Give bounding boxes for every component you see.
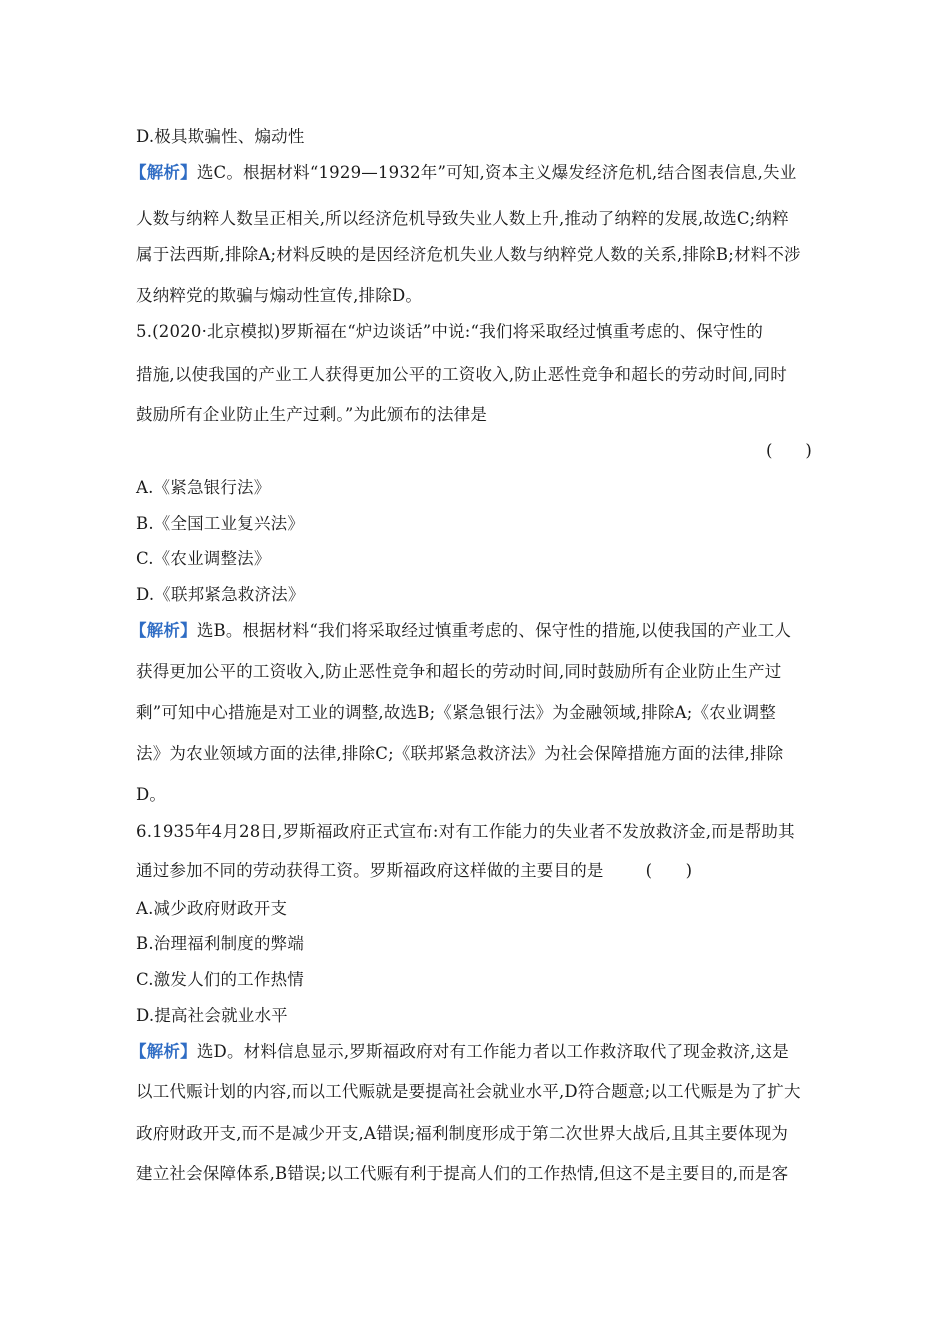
q5-stem-line-3: 鼓励所有企业防止生产过剩。”为此颁布的法律是 <box>136 405 488 424</box>
q4-analysis-line-3: 属于法西斯,排除A;材料反映的是因经济危机失业人数与纳粹党人数的关系,排除B;材料不涉 <box>136 245 801 264</box>
q5-answer-bracket: ( ) <box>766 441 812 460</box>
q6-stem-line-1: 6.1935年4月28日,罗斯福政府正式宣布:对有工作能力的失业者不发放救济金,而是帮助其 <box>136 822 795 841</box>
q5-analysis-line-4: 法》为农业领域方面的法律,排除C;《联邦紧急救济法》为社会保障措施方面的法律,排除 <box>136 744 784 763</box>
q5-analysis-line-5: D。 <box>136 785 167 804</box>
q4-analysis-line-2: 人数与纳粹人数呈正相关,所以经济危机导致失业人数上升,推动了纳粹的发展,故选C;纳粹 <box>136 209 789 228</box>
q6-stem-line-2 <box>136 861 816 881</box>
q4-option-d: D.极具欺骗性、煽动性 <box>136 127 305 146</box>
q6-option-d: D.提高社会就业水平 <box>136 1006 288 1025</box>
q5-option-c: C.《农业调整法》 <box>136 549 271 568</box>
q5-option-b: B.《全国工业复兴法》 <box>136 514 305 533</box>
q5-stem-line-2: 措施,以使我国的产业工人获得更加公平的工资收入,防止恶性竞争和超长的劳动时间,同时 <box>136 365 787 384</box>
analysis-tag: 【解析】 <box>130 1042 197 1061</box>
analysis-tag: 【解析】 <box>130 621 197 640</box>
q4-analysis-line-4: 及纳粹党的欺骗与煽动性宣传,排除D。 <box>136 286 423 305</box>
analysis-text: 选C。根据材料“1929—1932年”可知,资本主义爆发经济危机,结合图表信息,失业 <box>196 163 797 182</box>
q6-stem-text: 通过参加不同的劳动获得工资。罗斯福政府这样做的主要目的是 <box>136 861 604 880</box>
q6-option-c: C.激发人们的工作热情 <box>136 970 304 989</box>
analysis-text: 选D。材料信息显示,罗斯福政府对有工作能力者以工作救济取代了现金救济,这是 <box>196 1042 789 1061</box>
q6-analysis-line-2: 以工代赈计划的内容,而以工代赈就是要提高社会就业水平,D符合题意;以工代赈是为了扩大 <box>136 1082 801 1101</box>
q6-analysis-line-4: 建立社会保障体系,B错误;以工代赈有利于提高人们的工作热情,但这不是主要目的,而是客 <box>136 1164 789 1183</box>
analysis-tag: 【解析】 <box>130 163 197 182</box>
q5-stem-line-1: 5.(2020·北京模拟)罗斯福在“炉边谈话”中说:“我们将采取经过慎重考虑的、保守性的 <box>136 322 764 341</box>
q5-analysis-line-3: 剩”可知中心措施是对工业的调整,故选B;《紧急银行法》为金融领域,排除A;《农业调整 <box>136 703 776 722</box>
q6-option-b: B.治理福利制度的弊端 <box>136 934 305 953</box>
q4-analysis-line-1 <box>130 163 816 183</box>
q5-analysis-line-2: 获得更加公平的工资收入,防止恶性竞争和超长的劳动时间,同时鼓励所有企业防止生产过 <box>136 662 782 681</box>
q6-option-a: A.减少政府财政开支 <box>136 899 288 918</box>
q6-analysis-line-3: 政府财政开支,而不是减少开支,A错误;福利制度形成于第二次世界大战后,且其主要体现为 <box>136 1124 789 1143</box>
q6-answer-bracket: ( ) <box>645 861 693 880</box>
q6-analysis-line-1 <box>130 1042 816 1062</box>
q5-option-a: A.《紧急银行法》 <box>136 478 271 497</box>
q5-option-d: D.《联邦紧急救济法》 <box>136 585 305 604</box>
analysis-text: 选B。根据材料“我们将采取经过慎重考虑的、保守性的措施,以使我国的产业工人 <box>196 621 792 640</box>
q5-analysis-line-1 <box>130 621 816 641</box>
